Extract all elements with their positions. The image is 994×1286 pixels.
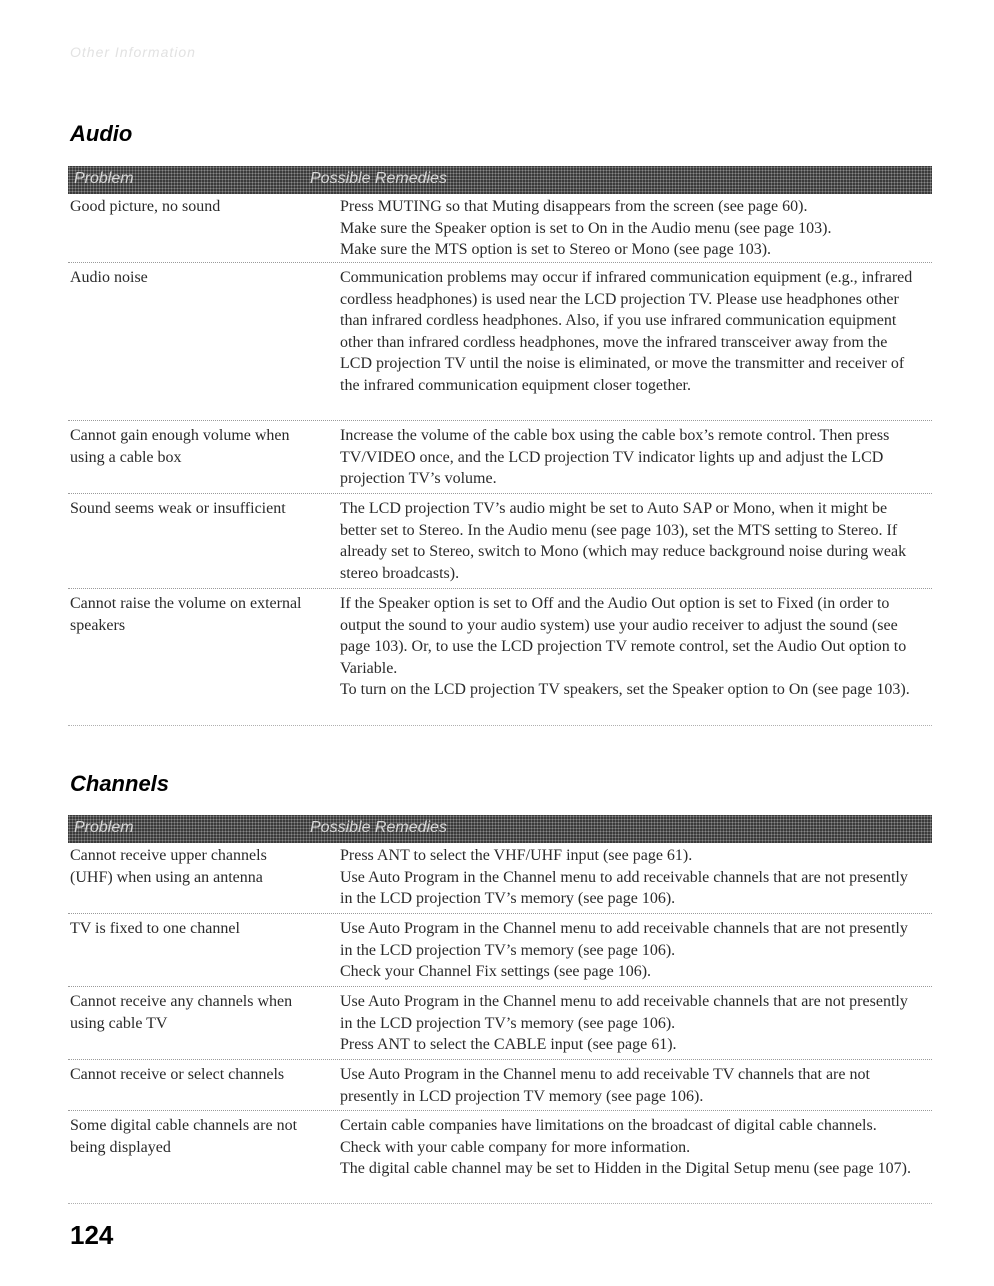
problem-cell: Some digital cable channels are not being displayed [70,1117,298,1156]
remedy-line: The digital cable channel may be set to Hidden in the Digital Setup menu (see page 107). [340,1160,911,1177]
remedy-line: Press ANT to select the VHF/UHF input (see page 61). [340,847,693,864]
remedies-cell [340,421,920,490]
column-header-remedies: Possible Remedies [310,170,447,187]
remedy-line: If the Speaker option is set to Off and the Audio Out option is set to Fixed (in order to output the sound to your audio system) use your audio receiver to adjust the sound (see page 103). Or, to use the LCD projection TV remote control, set the Audio Out option to Variable. [340,595,907,677]
channels-table-header [68,815,932,843]
table-row [68,421,932,494]
problem-cell: Cannot raise the volume on external speakers [70,595,302,634]
remedy-line: Use Auto Program in the Channel menu to add receivable channels that are not presently in the LCD projection TV’s memory (see page 106). [340,993,908,1032]
table-row [68,987,932,1060]
remedy-line: Communication problems may occur if infrared communication equipment (e.g., infrared cordless headphones) is used near the LCD projection TV. Please use headphones other than infrared cordless headphones. Also, if you use infrared communication equipment other than infrared cordless headphones, move the infrared transceiver away from the LCD projection TV until the noise is eliminated, or move the transmitter and receiver of the infrared communication equipment closer together. [340,269,913,394]
table-row [68,494,932,589]
audio-table [68,166,932,726]
remedy-line: Check your Channel Fix settings (see page 106). [340,963,652,980]
remedies-cell [340,1060,920,1107]
remedies-cell [340,494,920,584]
remedy-line: Increase the volume of the cable box using the cable box’s remote control. Then press TV/VIDEO once, and the LCD projection TV indicator lights up and adjust the LCD projection TV’s volume. [340,427,890,487]
problem-cell: Audio noise [70,269,148,286]
problem-cell: TV is fixed to one channel [70,920,240,937]
table-row [68,1111,932,1204]
column-header-remedies: Possible Remedies [310,819,447,836]
remedies-cell [340,263,920,396]
problem-cell: Cannot receive any channels when using cable TV [70,993,293,1032]
remedy-line: The LCD projection TV’s audio might be set to Auto SAP or Mono, when it might be better set to Stereo. In the Audio menu (see page 103), set the MTS setting to Stereo. If already set to Stereo, switch to Mono (which may reduce background noise during weak stereo broadcasts). [340,500,907,582]
table-row [68,914,932,987]
remedies-cell [340,194,920,261]
problem-cell: Good picture, no sound [70,198,221,215]
remedies-cell [340,589,920,701]
section-title-channels: Channels [70,771,170,796]
remedies-cell [340,1111,920,1180]
remedies-cell [340,987,920,1056]
remedies-cell [340,914,920,983]
remedies-cell [340,843,920,910]
channels-table [68,815,932,1204]
remedy-line: To turn on the LCD projection TV speakers, set the Speaker option to On (see page 103). [340,681,910,698]
running-header: Other Information [70,44,196,60]
audio-table-header [68,166,932,194]
table-row [68,263,932,421]
remedy-line: Certain cable companies have limitations on the broadcast of digital cable channels. Check with your cable company for more information. [340,1117,877,1156]
remedy-line: Use Auto Program in the Channel menu to add receivable channels that are not presently in the LCD projection TV’s memory (see page 106). [340,920,908,959]
page-number: 124 [70,1220,114,1250]
section-title-audio: Audio [70,121,133,146]
remedy-line: Use Auto Program in the Channel menu to add receivable TV channels that are not presently in LCD projection TV memory (see page 106). [340,1066,870,1105]
table-row [68,194,932,263]
column-header-problem: Problem [74,819,134,836]
problem-cell: Cannot receive upper channels (UHF) when using an antenna [70,847,267,886]
problem-cell: Cannot gain enough volume when using a cable box [70,427,290,466]
remedy-line: Make sure the Speaker option is set to On in the Audio menu (see page 103). [340,219,832,237]
table-row [68,1060,932,1111]
remedy-line: Make sure the MTS option is set to Stereo or Mono (see page 103). [340,241,772,258]
table-row [68,589,932,726]
remedy-line: Use Auto Program in the Channel menu to add receivable channels that are not presently in the LCD projection TV’s memory (see page 106). [340,868,908,907]
problem-cell: Cannot receive or select channels [70,1066,285,1083]
table-row [68,843,932,914]
problem-cell: Sound seems weak or insufficient [70,500,286,517]
remedy-line: Press ANT to select the CABLE input (see page 61). [340,1036,677,1053]
column-header-problem: Problem [74,170,134,187]
remedy-line: Press MUTING so that Muting disappears from the screen (see page 60). [340,198,808,215]
